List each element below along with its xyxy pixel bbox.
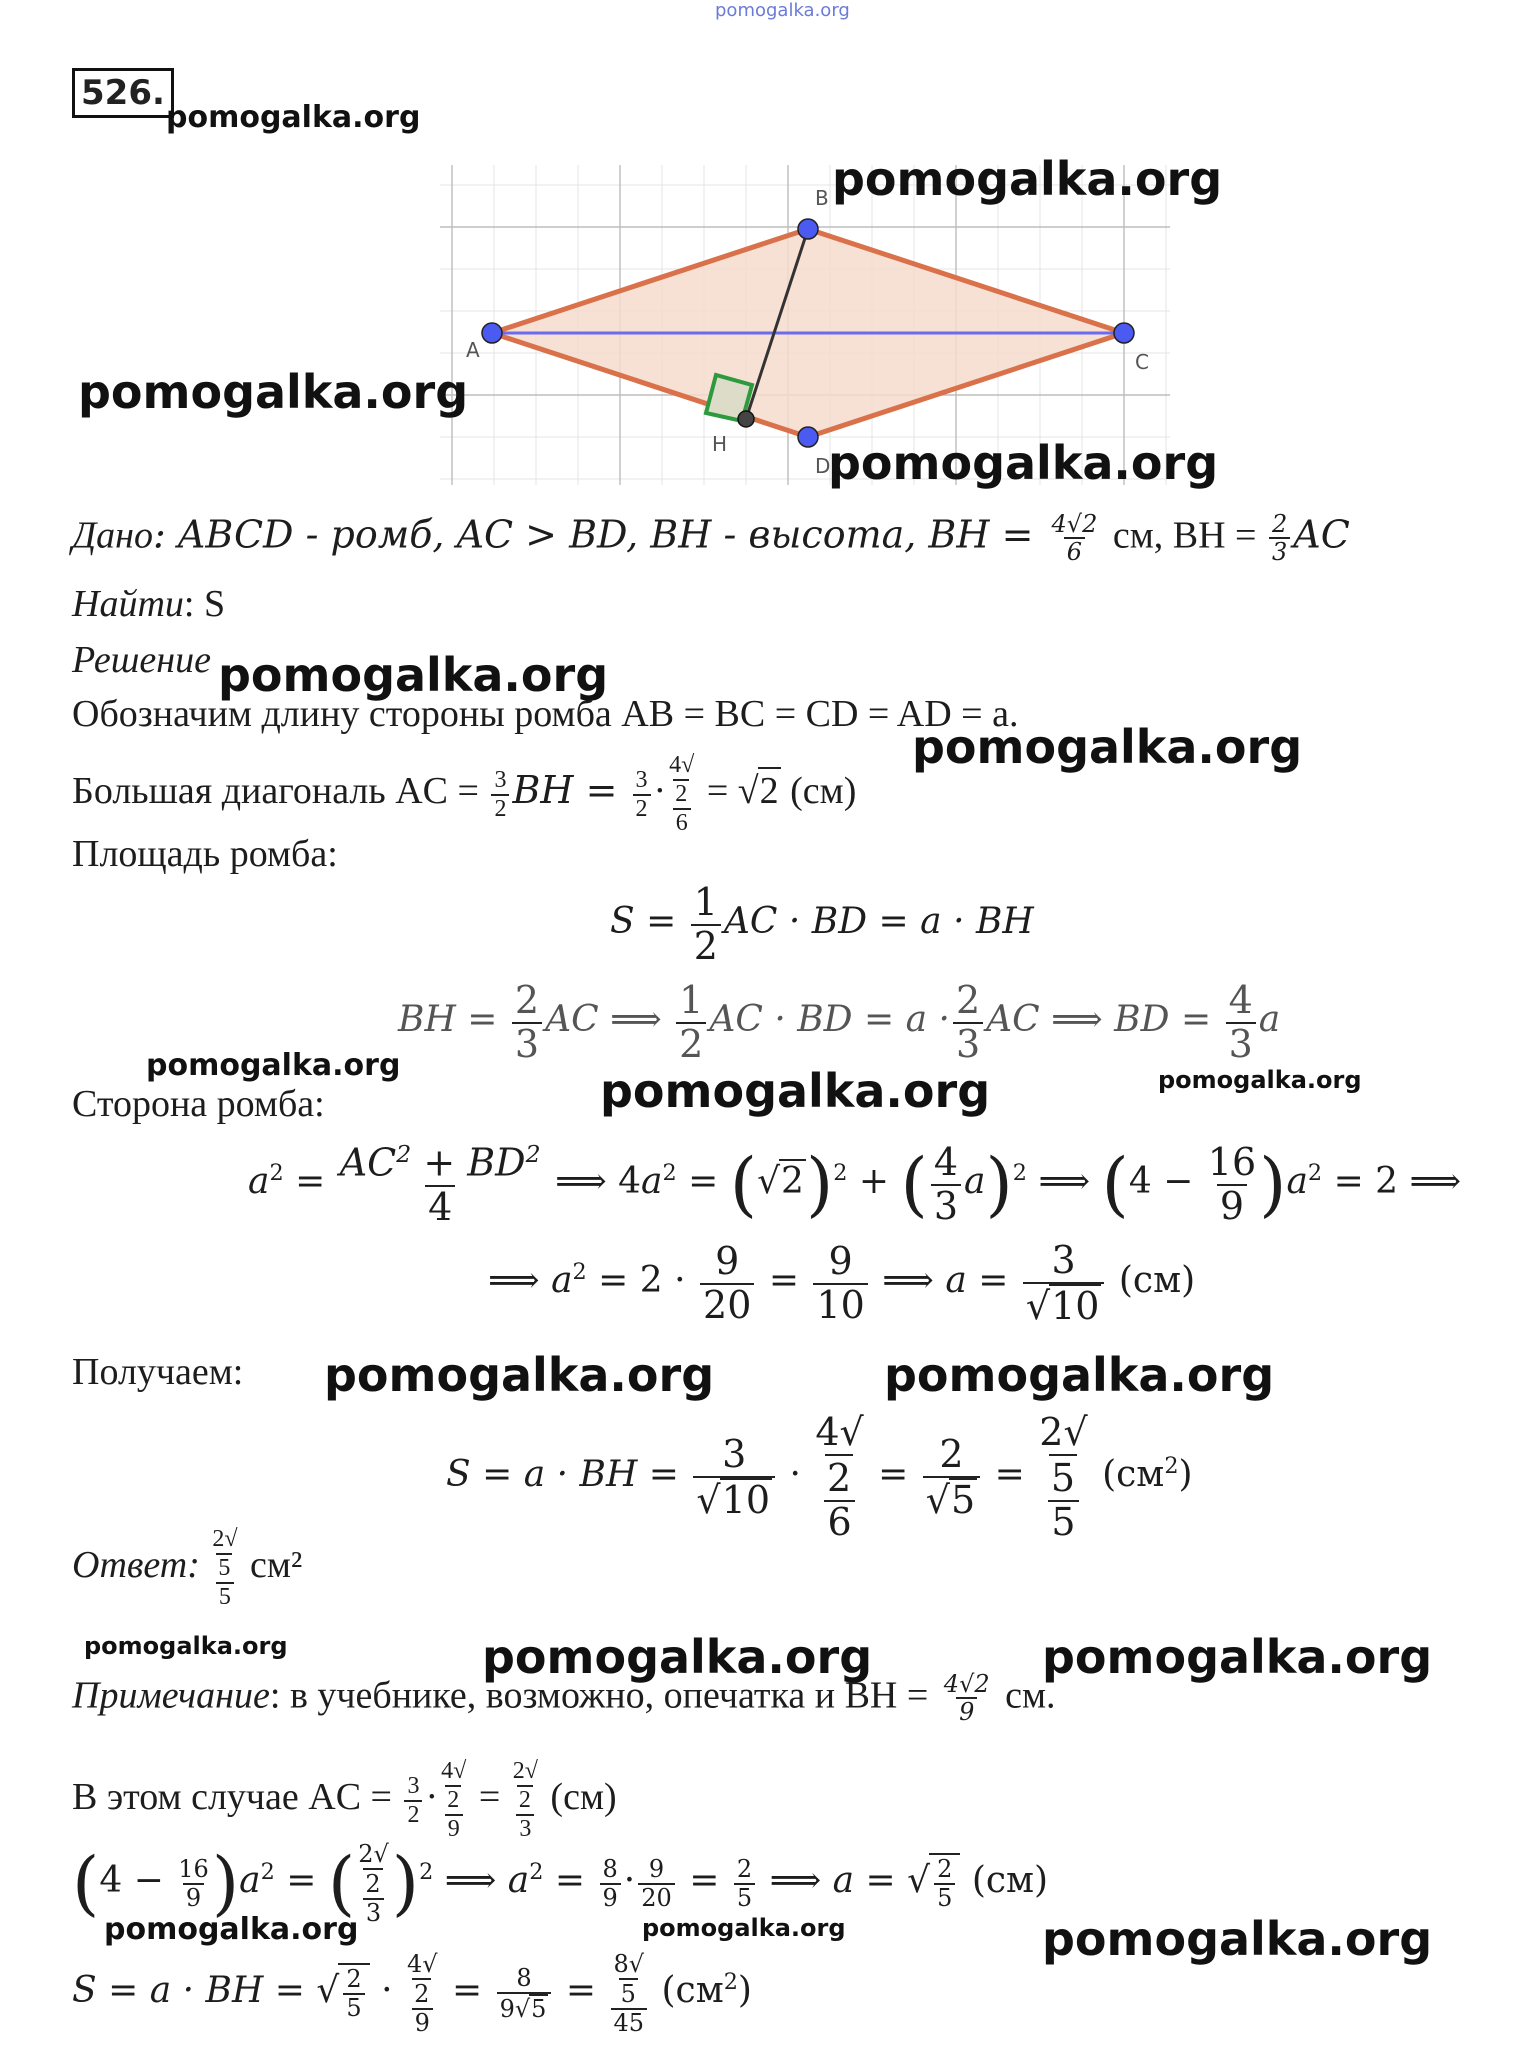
note-formula-1: (4 − 16 9 )$a^2$ = ( 2√ 2 3 )$^2$ ⟹ $a^2 = 8$ 9 · 9 20 = 2 5 ⟹ a = √ 2 5 (см) xyxy=(72,1840,1049,1927)
given-text-3: AC xyxy=(1293,512,1350,557)
given-line xyxy=(72,512,1350,566)
bh-relation: BH = 2 3 AC ⟹ 1 2 AC · BD = a · 2 3 AC ⟹ BD = 4 3 a xyxy=(398,978,1281,1066)
watermark-4: pomogalka.org xyxy=(828,436,1219,490)
area-label: Площадь ромба: xyxy=(72,833,338,875)
watermark-13: pomogalka.org xyxy=(482,1630,873,1684)
watermark-9: pomogalka.org xyxy=(600,1064,991,1118)
watermark-17: pomogalka.org xyxy=(1042,1912,1433,1966)
solution-line-1: Обозначим длину стороны ромба AB = BC = CD = AD = a. xyxy=(72,693,1019,735)
area-result: S = a · BH = 3 √10 · 4√ 2 6 = 2 √5 = 2√ 5 5 $(см^2)$ xyxy=(446,1410,1193,1544)
result-label: Получаем: xyxy=(72,1351,244,1393)
note-case-text: В этом случае AC = xyxy=(72,1775,402,1818)
watermark-12: pomogalka.org xyxy=(84,1632,288,1660)
note-unit: см. xyxy=(1005,1674,1056,1717)
watermark-15: pomogalka.org xyxy=(104,1912,359,1947)
label-h: H xyxy=(712,432,728,456)
note-text: : в учебнике, возможно, опечатка и BH = xyxy=(269,1674,938,1717)
watermark-10: pomogalka.org xyxy=(324,1348,715,1402)
watermark-14: pomogalka.org xyxy=(1042,1630,1433,1684)
problem-number-text: 526. xyxy=(81,73,165,113)
find-text: : S xyxy=(183,583,226,625)
given-bh-num: 4√2 xyxy=(1051,510,1098,538)
top-watermark: pomogalka.org xyxy=(715,0,850,21)
given-ratio-fraction xyxy=(1269,512,1290,566)
watermark-5: pomogalka.org xyxy=(218,648,609,702)
note-formula-2: S = a · BH = √ 2 5 · 4√ 2 9 = 8 9√5 = 8√ 5 45 $(см^2)$ xyxy=(72,1950,752,2037)
given-text-2: см, BH = xyxy=(1103,514,1266,557)
point-a xyxy=(482,323,502,343)
line2-text: Большая диагональ AC = xyxy=(72,769,489,812)
note-case-line: В этом случае AC = 3 2 ·4√ 2 9 = 2√ 2 3 (см) xyxy=(72,1758,617,1842)
answer-line: Ответ: 2√ 5 5 см² xyxy=(72,1526,303,1610)
side-formula-2: ⟹ $a^2 = 2 \cdot 9$ 20 = 9 10 ⟹ a = 3 √10 (см) xyxy=(488,1238,1196,1328)
solution-line-2: Большая диагональ AC = 3 2 BH = 3 2 ·4√ 2 6 = √2 (см) xyxy=(72,752,857,836)
watermark-2: pomogalka.org xyxy=(832,152,1223,206)
watermark-16: pomogalka.org xyxy=(642,1914,846,1942)
point-d xyxy=(798,427,818,447)
point-b xyxy=(798,219,818,239)
solution-label: Решение xyxy=(72,639,211,681)
given-label: Дано xyxy=(72,514,154,557)
label-d: D xyxy=(815,454,831,478)
label-c: C xyxy=(1135,350,1149,374)
line2-rest: (см) xyxy=(790,769,857,812)
note-bh-num: 4√2 xyxy=(943,1670,990,1698)
given-text-1: : ABCD - ромб, AC > BD, BH - высота, BH = xyxy=(153,512,1046,557)
find-line xyxy=(72,582,225,626)
given-ratio-den: 3 xyxy=(1269,537,1290,565)
problem-number xyxy=(72,68,174,118)
note-line xyxy=(72,1672,1056,1726)
label-a: A xyxy=(466,338,480,362)
given-ratio-num: 2 xyxy=(1271,510,1288,538)
area-formula: S = 1 2 AC · BD = a · BH xyxy=(610,880,1034,968)
note-label: Примечание xyxy=(72,1674,270,1717)
point-c xyxy=(1114,323,1134,343)
note-bh-fraction xyxy=(941,1672,993,1726)
answer-unit: см² xyxy=(250,1543,303,1586)
side-label: Сторона ромба: xyxy=(72,1083,325,1125)
find-label: Найти xyxy=(72,583,184,625)
answer-label: Ответ xyxy=(72,1543,188,1586)
label-b: B xyxy=(815,186,829,210)
note-bh-den: 9 xyxy=(956,1697,977,1725)
given-bh-fraction xyxy=(1049,512,1101,566)
given-bh-den: 6 xyxy=(1064,537,1085,565)
point-h xyxy=(738,411,754,427)
watermark-11: pomogalka.org xyxy=(884,1348,1275,1402)
watermark-1: pomogalka.org xyxy=(166,100,421,135)
watermark-6: pomogalka.org xyxy=(912,720,1303,774)
watermark-8: pomogalka.org xyxy=(1158,1066,1362,1094)
watermark-7: pomogalka.org xyxy=(146,1048,401,1083)
watermark-3: pomogalka.org xyxy=(78,365,469,419)
side-formula-1: $a^2$ = $\frac{AC^2 + BD^2}{4}$ ⟹ $4a^2 = (√2)^2$ + ( 4 3 a)$^2$ ⟹ (4 − 16 9 )$a^2 = 2$ ⟹ xyxy=(248,1140,1462,1229)
